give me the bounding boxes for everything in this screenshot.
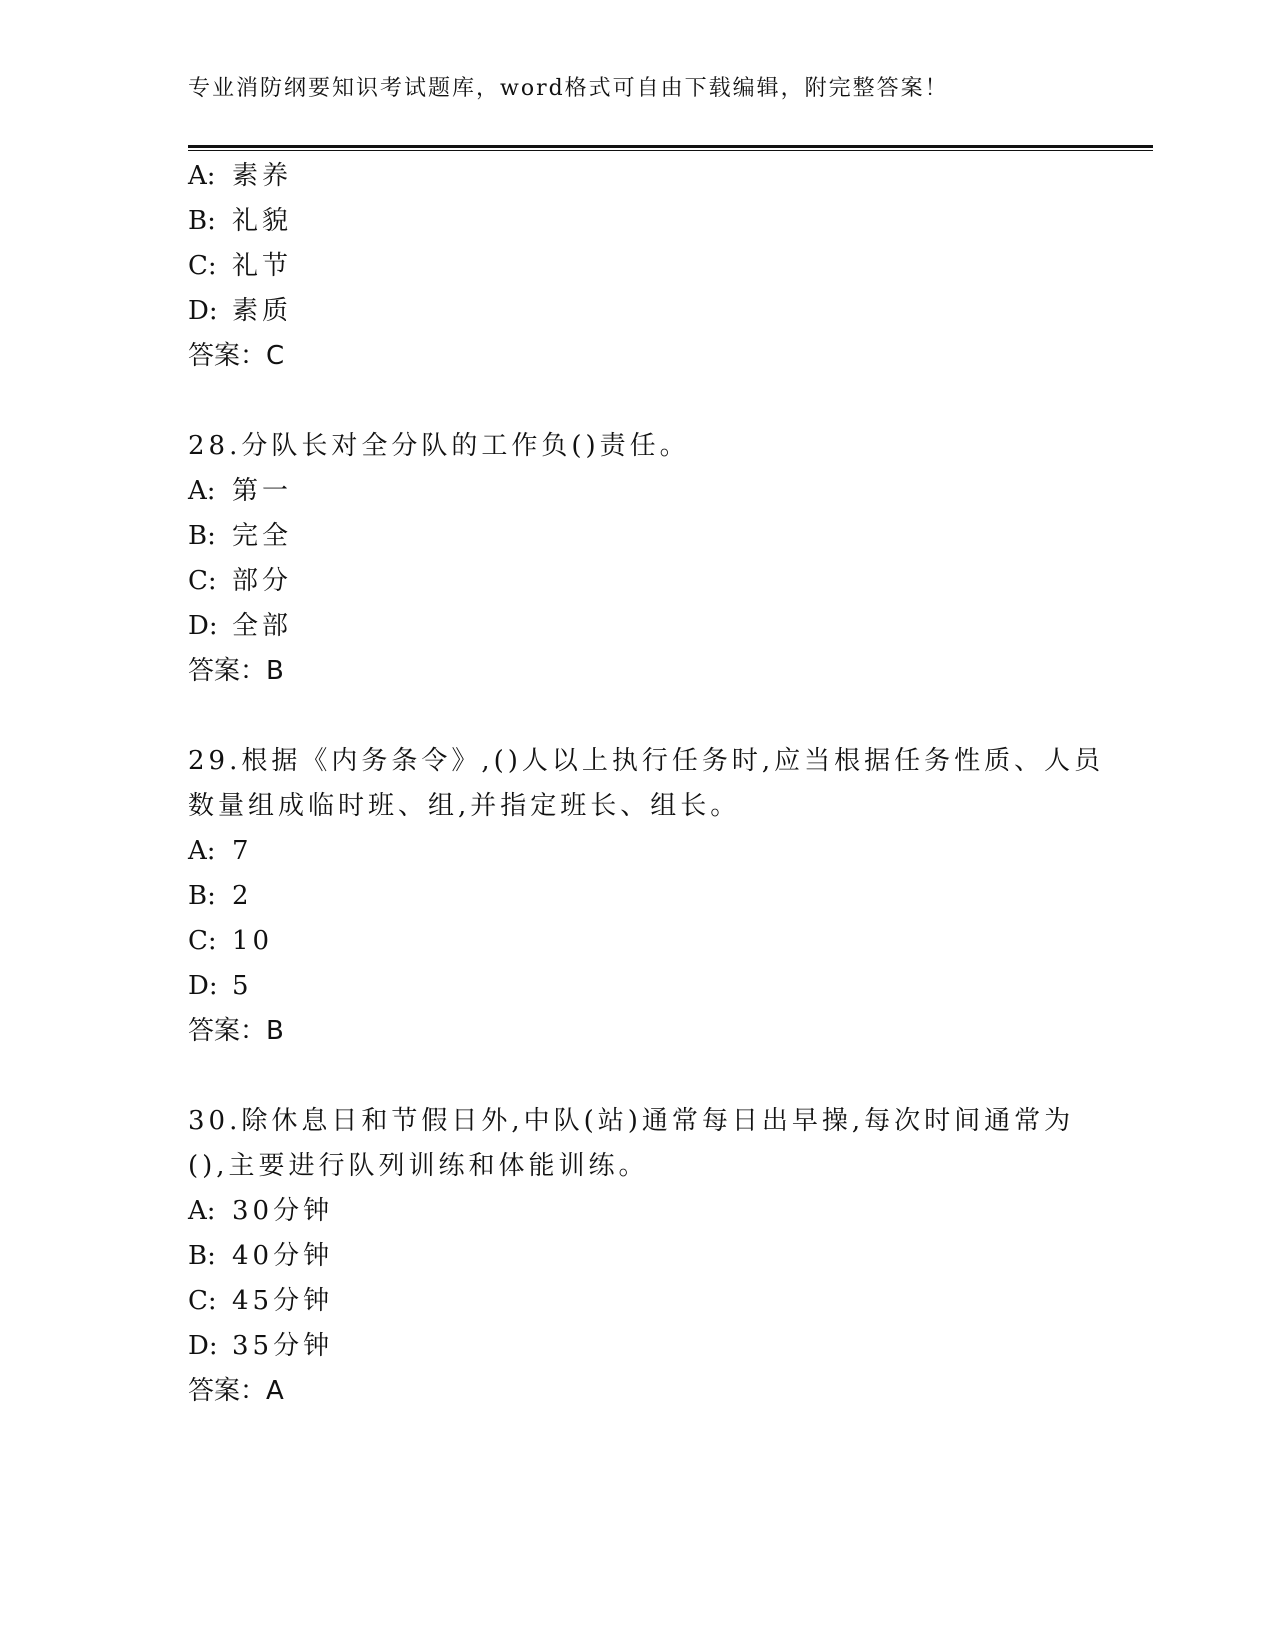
- option-letter: A:: [188, 1196, 216, 1226]
- option-a: [188, 1194, 333, 1228]
- option-letter: C:: [188, 251, 217, 281]
- question-stem-line-2: 数量组成临时班、组,并指定班长、组长。: [188, 791, 741, 821]
- option-text: 35分钟: [232, 1331, 334, 1361]
- option-c: [188, 924, 273, 958]
- option-letter: D:: [188, 296, 218, 326]
- option-letter: D:: [188, 1331, 218, 1361]
- option-d: [188, 609, 292, 643]
- question-stem: 28.分队长对全分队的工作负()责任。: [188, 431, 690, 461]
- option-letter: B:: [188, 521, 216, 551]
- option-c: [188, 1284, 333, 1318]
- option-letter: A:: [188, 476, 216, 506]
- answer-label: 答案：C: [188, 341, 285, 371]
- option-letter: C:: [188, 566, 217, 596]
- option-text: 完全: [232, 521, 293, 551]
- option-b: [188, 879, 253, 913]
- option-letter: B:: [188, 1241, 216, 1271]
- question-stem-line-1: 30.除休息日和节假日外,中队(站)通常每日出早操,每次时间通常为: [188, 1106, 1075, 1136]
- option-text: 全部: [232, 611, 293, 641]
- document-header: 专业消防纲要知识考试题库，word格式可自由下载编辑，附完整答案！: [188, 76, 949, 101]
- option-text: 礼貌: [232, 206, 293, 236]
- option-b: [188, 204, 292, 238]
- option-d: [188, 294, 292, 328]
- option-c: [188, 249, 292, 283]
- option-text: 40分钟: [232, 1241, 334, 1271]
- option-text: 部分: [232, 566, 293, 596]
- option-text: 2: [232, 881, 253, 911]
- option-letter: A:: [188, 836, 216, 866]
- option-letter: D:: [188, 611, 218, 641]
- option-d: [188, 1329, 333, 1363]
- option-letter: A:: [188, 161, 216, 191]
- option-text: 10: [232, 926, 274, 956]
- option-b: [188, 519, 292, 553]
- answer-label: 答案：B: [188, 656, 284, 686]
- option-letter: C:: [188, 926, 217, 956]
- header-rule-thick: [188, 145, 1153, 148]
- option-text: 第一: [232, 476, 293, 506]
- option-text: 30分钟: [232, 1196, 334, 1226]
- option-text: 7: [232, 836, 253, 866]
- option-a: [188, 159, 292, 193]
- option-text: 45分钟: [232, 1286, 334, 1316]
- option-text: 5: [232, 971, 253, 1001]
- option-a: [188, 834, 253, 868]
- option-c: [188, 564, 292, 598]
- option-text: 礼节: [232, 251, 293, 281]
- answer-label: 答案：A: [188, 1376, 284, 1406]
- option-letter: B:: [188, 881, 216, 911]
- header-rule-thin: [188, 150, 1153, 151]
- answer-label: 答案：B: [188, 1016, 284, 1046]
- question-stem-line-2: (),主要进行队列训练和体能训练。: [188, 1151, 649, 1181]
- option-letter: C:: [188, 1286, 217, 1316]
- option-text: 素质: [232, 296, 293, 326]
- option-text: 素养: [232, 161, 293, 191]
- option-letter: D:: [188, 971, 218, 1001]
- option-d: [188, 969, 253, 1003]
- option-letter: B:: [188, 206, 216, 236]
- option-b: [188, 1239, 333, 1273]
- option-a: [188, 474, 292, 508]
- question-stem-line-1: 29.根据《内务条令》,()人以上执行任务时,应当根据任务性质、人员: [188, 746, 1105, 776]
